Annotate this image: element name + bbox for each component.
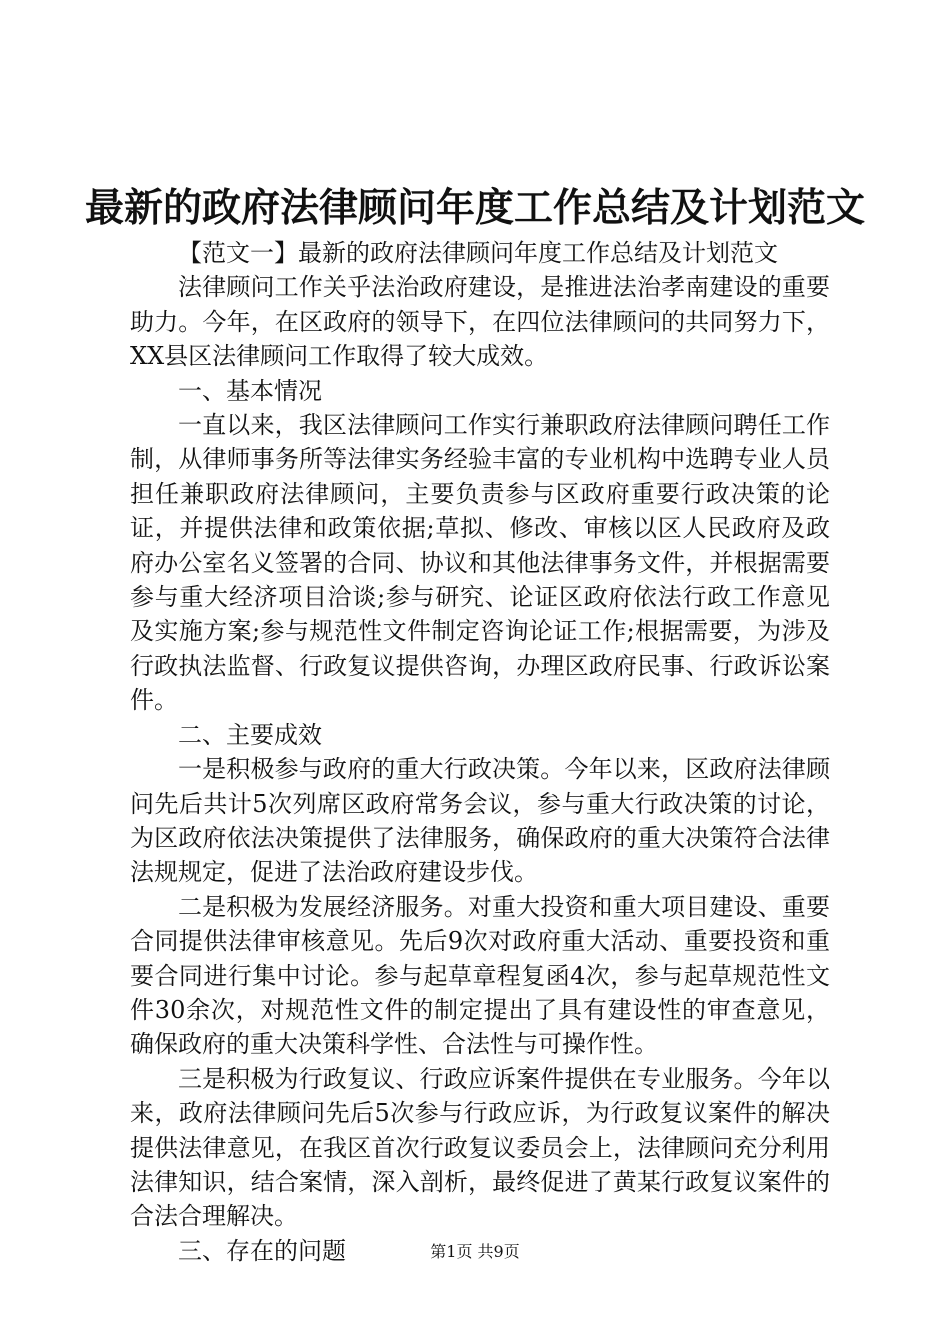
page-footer: 第1页 共9页 (430, 1242, 520, 1261)
section-heading-basic: 一、基本情况 (178, 376, 322, 405)
paragraph-basic-info: 一直以来，我区法律顾问工作实行兼职政府法律顾问聘任工作制，从律师事务所等法律实务经验丰富的专业机构中选聘专业人员担任兼职政府法律顾问，主要负责参与区政府重要行政决策的论证，并提供法律和政策依据;草拟、修改、审核以区人民政府及政府办公室名义签署的合同、协议和其他法律事务文件，并根据需要参与重大经济项目洽谈;参与研究、论证区政府依法行政工作意见及实施方案;参与规范性文件制定咨询论证工作;根据需要，为涉及行政执法监督、行政复议提供咨询，办理区政府民事、行政诉讼案件。 (130, 411, 830, 715)
section-heading-results: 二、主要成效 (178, 720, 322, 749)
section-heading-problems: 三、存在的问题 (178, 1236, 346, 1265)
paragraph-heading-sample: 【范文一】最新的政府法律顾问年度工作总结及计划范文 (178, 239, 778, 267)
paragraph-result-one: 一是积极参与政府的重大行政决策。今年以来，区政府法律顾问先后共计5次列席区政府常务会议，参与重大行政决策的讨论，为区政府依法决策提供了法律服务，确保政府的重大决策符合法律法规规定，促进了法治政府建设步伐。 (130, 755, 830, 887)
paragraph-result-two: 二是积极为发展经济服务。对重大投资和重大项目建设、重要合同提供法律审核意见。先后9次对政府重大活动、重要投资和重要合同进行集中讨论。参与起草章程复函4次，参与起草规范性文件30余次，对规范性文件的制定提出了具有建设性的审查意见，确保政府的重大决策科学性、合法性与可操作性。 (130, 892, 830, 1059)
document-body (130, 236, 830, 1268)
document-title: 最新的政府法律顾问年度工作总结及计划范文 (84, 185, 865, 231)
paragraph-result-three: 三是积极为行政复议、行政应诉案件提供在专业服务。今年以来，政府法律顾问先后5次参与行政应诉，为行政复议案件的解决提供法律意见，在我区首次行政复议委员会上，法律顾问充分利用法律知识，结合案情，深入剖析，最终促进了黄某行政复议案件的合法合理解决。 (130, 1064, 830, 1231)
paragraph-intro: 法律顾问工作关乎法治政府建设，是推进法治孝南建设的重要助力。今年，在区政府的领导下，在四位法律顾问的共同努力下，XX县区法律顾问工作取得了较大成效。 (130, 273, 830, 371)
